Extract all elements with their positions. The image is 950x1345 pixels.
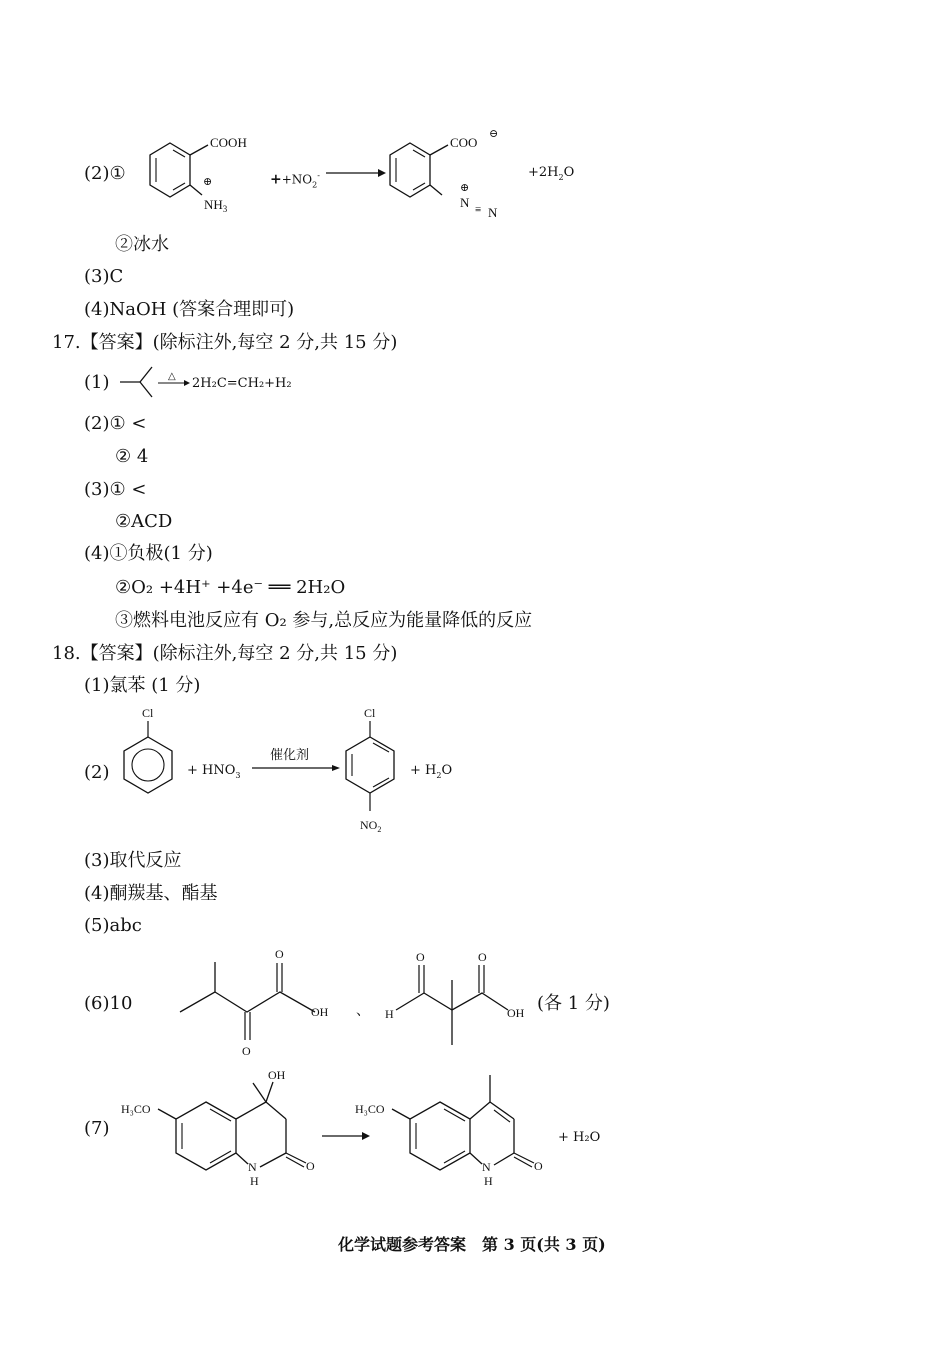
svg-text:OH: OH [507,1006,525,1020]
svg-text:O: O [478,950,487,964]
svg-text:O: O [275,947,284,961]
svg-text:H₃CO: H₃CO [121,1102,151,1116]
anthranilic-ammonium-structure [138,125,268,215]
svg-text:H₃CO: H₃CO [355,1102,385,1116]
plus-charge: ⊕ [203,176,213,188]
diazonium-carboxylate-structure [378,125,518,225]
cooh-label: COOH [210,135,247,150]
isomer-1-structure [175,945,335,1060]
svg-text:⊕: ⊕ [460,182,470,194]
q17-p3a: (3)① < [84,479,147,500]
svg-text:Cl: Cl [364,706,376,720]
svg-text:N: N [248,1160,257,1174]
q18-p3: (3)取代反应 [84,850,182,871]
svg-text:H: H [484,1174,493,1188]
q16-p3: (3)C [84,266,124,287]
isobutane-skeleton [120,365,160,399]
q17-p4b: ②O₂ +4H⁺ +4e⁻ ══ 2H₂O [115,577,346,598]
q18-header: 18.【答案】(除标注外,每空 2 分,共 15 分) [52,643,398,664]
page-footer: 化学试题参考答案 第 3 页(共 3 页) [338,1235,606,1254]
q16-p2-label: (2)① [84,163,126,184]
minus-charge: ⊖ [489,128,499,140]
methyl-quinolinone-structure [352,1065,562,1190]
svg-text:N: N [488,205,498,220]
q18-p5: (5)abc [84,915,142,936]
chlorobenzene-structure [116,705,186,805]
q16-p2b: ②冰水 [115,234,169,255]
nitrite-term: $++NO_2^-$ [270,171,320,190]
water-term-2: + $H_2O$ [410,763,453,780]
p-nitrochlorobenzene-structure [338,705,418,840]
svg-text:N: N [482,1160,491,1174]
q17-p4c: ③燃料电池反应有 O₂ 参与,总反应为能量降低的反应 [115,610,533,631]
svg-text:≡: ≡ [475,204,482,216]
water-term-1: $+2H_2O$ [528,165,575,182]
svg-text:OH: OH [311,1005,329,1019]
nh3-label: $NH_3$ [204,197,228,214]
svg-text:O: O [242,1044,251,1058]
isomer-2-structure [382,950,542,1050]
q18-p7-label: (7) [84,1118,110,1139]
coo-label: COO [450,135,478,150]
svg-text:Cl: Cl [142,706,154,720]
isomer-separator: 、 [356,1003,370,1019]
svg-text:△: △ [168,371,176,382]
q16-p4: (4)NaOH (答案合理即可) [84,299,295,320]
q18-p2-label: (2) [84,762,110,783]
svg-text:OH: OH [268,1068,286,1082]
q17-p1-label: (1) [84,372,110,393]
reaction-arrow-1 [326,168,386,178]
svg-text:NO2: $NO_2$ [360,818,382,834]
q17-p4a: (4)①负极(1 分) [84,543,213,564]
svg-text:O: O [534,1159,543,1173]
svg-text:H: H [250,1174,259,1188]
svg-text:H: H [385,1007,394,1021]
svg-text:催化剂: 催化剂 [270,748,310,763]
q18-p4: (4)酮羰基、酯基 [84,883,218,904]
q17-header: 17.【答案】(除标注外,每空 2 分,共 15 分) [52,332,398,353]
q17-p1-products: 2H₂C=CH₂+H₂ [192,376,292,391]
q17-p3b: ②ACD [115,511,173,532]
q18-p6-label: (6)10 [84,993,133,1014]
q17-p2a: (2)① < [84,413,147,434]
catalyst-arrow [252,745,342,775]
water-term-3: + H₂O [558,1130,601,1145]
q18-p1: (1)氯苯 (1 分) [84,675,201,696]
svg-text:O: O [306,1159,315,1173]
svg-text:O: O [416,950,425,964]
q17-p2b: ② 4 [115,446,149,467]
svg-text:N: N [460,195,470,210]
hydroxy-quinolinone-structure [118,1065,328,1190]
hno3-term: + $HNO_3$ [187,763,241,780]
q18-p6-note: (各 1 分) [537,993,610,1014]
